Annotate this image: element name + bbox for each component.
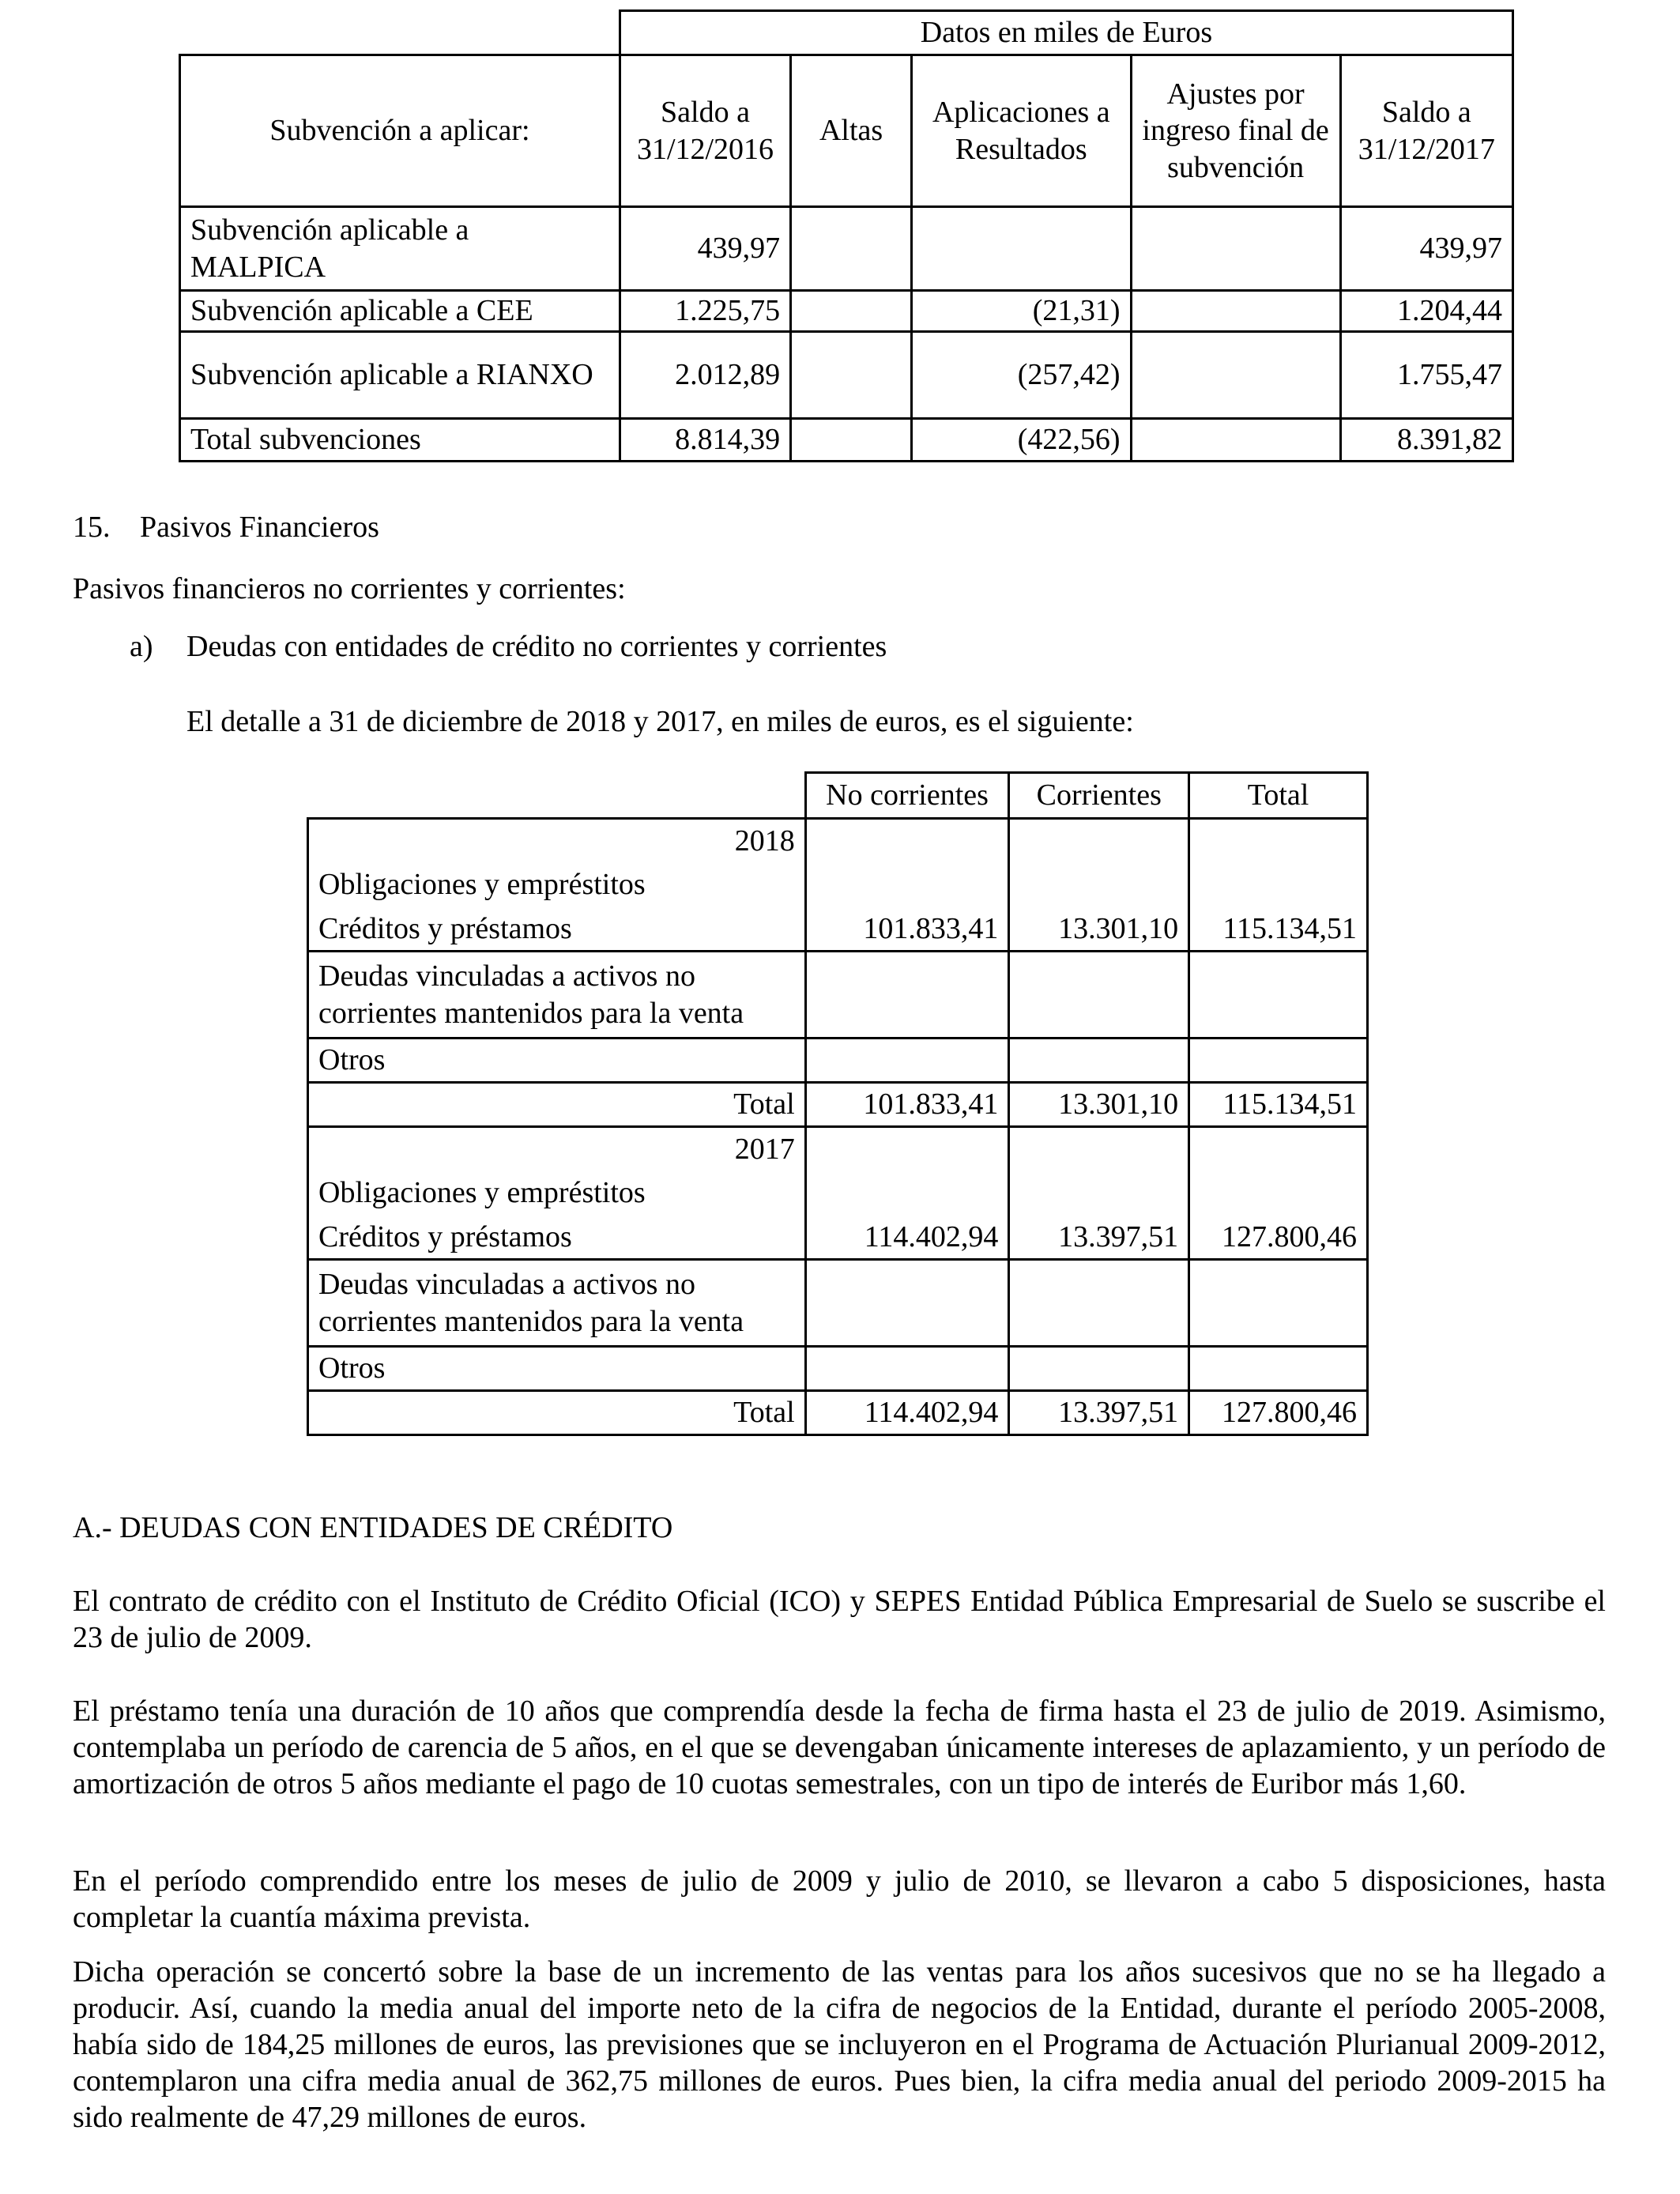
row-label: Deudas vinculadas a activos no corrientes mantenidos para la venta: [308, 1260, 806, 1347]
cell: 13.301,10: [1009, 907, 1189, 952]
row-label: Otros: [308, 1039, 806, 1083]
column-header: Saldo a 31/12/2016: [620, 55, 790, 207]
cell: 101.833,41: [805, 1083, 1009, 1127]
heading-a: A.- DEUDAS CON ENTIDADES DE CRÉDITO: [73, 1511, 673, 1544]
cell: 114.402,94: [805, 1391, 1009, 1435]
group-header: Datos en miles de Euros: [620, 11, 1512, 55]
cell: 8.814,39: [620, 419, 790, 462]
column-header: Altas: [791, 55, 912, 207]
total-label: Total: [308, 1083, 806, 1127]
row-label: Deudas vinculadas a activos no corrientes mantenidos para la venta: [308, 952, 806, 1039]
column-header: Aplicaciones a Resultados: [912, 55, 1131, 207]
cell: 8.391,82: [1340, 419, 1512, 462]
section-number: 15.: [73, 511, 111, 544]
row-header-title: Subvención a aplicar:: [180, 55, 620, 207]
paragraph: Dicha operación se concertó sobre la base de un incremento de las ventas para los años sucesivos que no se ha llegado a producir. Así, cuando la media anual del importe neto de la cifra de negocios de la Entidad, durante el período 2005-2008, había sido de 184,25 millones de euros, las previsiones que se incluyeron en el Programa de Actuación Plurianual 2009-2012, contemplaron una cifra media anual de 362,75 millones de euros. Pues bien, la cifra media anual del periodo 2009-2015 ha sido realmente de 47,29 millones de euros.: [73, 1955, 1606, 2134]
table-corner: [180, 11, 620, 55]
cell: 115.134,51: [1189, 1083, 1368, 1127]
section-subtitle: Pasivos financieros no corrientes y corrientes:: [73, 572, 626, 605]
table-row: [180, 207, 1513, 291]
cell: [1009, 1127, 1189, 1216]
paragraph: El contrato de crédito con el Instituto de Crédito Oficial (ICO) y SEPES Entidad Pública Empresarial de Suelo se suscribe el 23 de julio de 2009.: [73, 1585, 1606, 1654]
table-row: [308, 1216, 1368, 1260]
cell: [1189, 952, 1368, 1039]
cell: 439,97: [1340, 207, 1512, 291]
row-label: Obligaciones y empréstitos: [308, 863, 806, 907]
cell: [1189, 819, 1368, 907]
cell: [1189, 1260, 1368, 1347]
cell: [1009, 1347, 1189, 1391]
cell: (422,56): [912, 419, 1131, 462]
cell: [805, 952, 1009, 1039]
year-row: [308, 1127, 1368, 1171]
table-row-total: [308, 1391, 1368, 1435]
cell: 1.755,47: [1340, 332, 1512, 419]
column-header: Saldo a 31/12/2017: [1340, 55, 1512, 207]
cell: 1.204,44: [1340, 291, 1512, 332]
cell: 439,97: [620, 207, 790, 291]
table-row: [308, 952, 1368, 1039]
cell: 127.800,46: [1189, 1391, 1368, 1435]
cell: (21,31): [912, 291, 1131, 332]
row-label: Créditos y préstamos: [308, 1216, 806, 1260]
cell: [1009, 819, 1189, 907]
table-row: [180, 291, 1513, 332]
item-letter: a): [130, 630, 153, 663]
cell: [791, 207, 912, 291]
cell: [805, 1260, 1009, 1347]
table-row: [308, 1039, 1368, 1083]
total-label: Total: [308, 1391, 806, 1435]
table-row-total: [308, 1083, 1368, 1127]
cell: 13.301,10: [1009, 1083, 1189, 1127]
cell: [1131, 419, 1340, 462]
table-row: [308, 907, 1368, 952]
row-label: Créditos y préstamos: [308, 907, 806, 952]
row-label: Total subvenciones: [180, 419, 620, 462]
cell: [1009, 1039, 1189, 1083]
row-label: Subvención aplicable a CEE: [180, 291, 620, 332]
cell: [1131, 207, 1340, 291]
row-label: Otros: [308, 1347, 806, 1391]
section-title: Pasivos Financieros: [140, 511, 379, 544]
item-text: Deudas con entidades de crédito no corrientes y corrientes: [186, 630, 887, 663]
cell: [805, 1039, 1009, 1083]
cell: [1009, 952, 1189, 1039]
cell: 114.402,94: [805, 1216, 1009, 1260]
cell: [1189, 1127, 1368, 1216]
table-row-total: [180, 419, 1513, 462]
section-heading: [73, 509, 379, 545]
cell: [1189, 1039, 1368, 1083]
cell: [805, 1347, 1009, 1391]
paragraph: El préstamo tenía una duración de 10 años que comprendía desde la fecha de firma hasta el 23 de julio de 2019. Asimismo, contemplaba un período de carencia de 5 años, en el que se devengaban únicamente intereses de aplazamiento, y un período de amortización de otros 5 años mediante el pago de 10 cuotas semestrales, con un tipo de interés de Euribor más 1,60.: [73, 1695, 1606, 1800]
cell: [1131, 332, 1340, 419]
cell: 127.800,46: [1189, 1216, 1368, 1260]
cell: [791, 291, 912, 332]
table-row: [308, 1260, 1368, 1347]
table-row: [180, 332, 1513, 419]
row-label: Subvención aplicable a MALPICA: [180, 207, 620, 291]
subsidies-table: [179, 9, 1514, 462]
debts-table: [307, 771, 1369, 1436]
column-header: Total: [1189, 773, 1368, 819]
cell: [805, 1127, 1009, 1216]
cell: [1189, 1347, 1368, 1391]
year-row: [308, 819, 1368, 863]
cell: 13.397,51: [1009, 1216, 1189, 1260]
cell: [805, 819, 1009, 907]
cell: [791, 332, 912, 419]
cell: 1.225,75: [620, 291, 790, 332]
table-row: [308, 1347, 1368, 1391]
cell: (257,42): [912, 332, 1131, 419]
cell: 101.833,41: [805, 907, 1009, 952]
year-label: 2018: [308, 819, 806, 863]
cell: [1131, 291, 1340, 332]
cell: [791, 419, 912, 462]
cell: 2.012,89: [620, 332, 790, 419]
cell: [1009, 1260, 1189, 1347]
column-header: No corrientes: [805, 773, 1009, 819]
cell: 115.134,51: [1189, 907, 1368, 952]
column-header: Ajustes por ingreso final de subvención: [1131, 55, 1340, 207]
cell: 13.397,51: [1009, 1391, 1189, 1435]
paragraph: En el período comprendido entre los meses de julio de 2009 y julio de 2010, se llevaron a cabo 5 disposiciones, hasta completar la cuantía máxima prevista.: [73, 1864, 1606, 1934]
row-label: Subvención aplicable a RIANXO: [180, 332, 620, 419]
column-header: Corrientes: [1009, 773, 1189, 819]
table-corner: [308, 773, 806, 819]
detail-text: El detalle a 31 de diciembre de 2018 y 2017, en miles de euros, es el siguiente:: [186, 705, 1134, 738]
year-label: 2017: [308, 1127, 806, 1171]
row-label: Obligaciones y empréstitos: [308, 1171, 806, 1216]
cell: [912, 207, 1131, 291]
